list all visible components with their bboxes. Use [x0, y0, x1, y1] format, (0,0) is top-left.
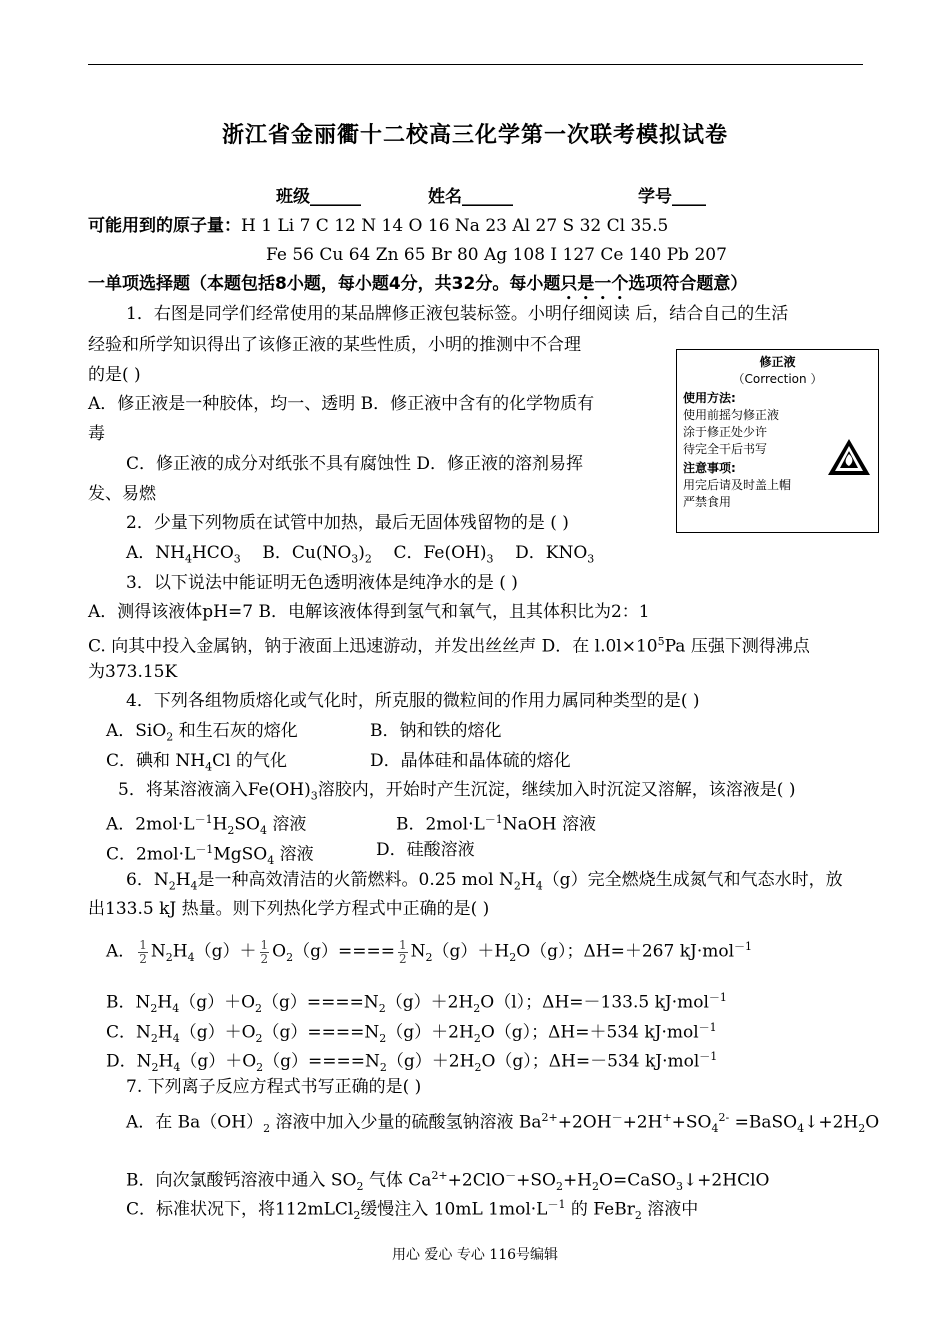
q5-option-d: D．硅酸溶液: [376, 840, 475, 860]
q6-option-a: A． $\frac{1}{2}$ $N_2H_4(g)+$ $\frac{1}{2}$ $O_2(g)====$ $\frac{1}{2}$ $N_2(g)+H_2O(g)$；ΔH=＋267 kJ·mol$^{-1}$: [106, 937, 753, 966]
fraction: $\frac{1}{2}$: [139, 937, 147, 966]
q5-option-b: B．$2mol\cdot L^{-1}NaOH$ 溶液: [396, 813, 596, 835]
q6-line-2: 出133.5 kJ 热量。则下列热化学方程式中正确的是( ): [88, 899, 490, 919]
q7-stem: 7. 下列离子反应方程式书写正确的是( ): [126, 1077, 422, 1097]
q3-stem: 3．以下说法中能证明无色透明液体是纯净水的是 ( ): [126, 573, 518, 593]
usage-line: 使用前摇匀修正液: [683, 408, 780, 422]
atomic-masses-1: H 1 Li 7 C 12 N 14 O 16 Na 23 Al 27 S 32 Cl 35.5: [241, 216, 669, 236]
q4-option-c: C．碘和 $NH_4Cl$ 的气化: [106, 751, 287, 774]
q1-line-1: 1．右图是同学们经常使用的某品牌修正液包装标签。小明仔细阅读 后，结合自己的生活: [126, 304, 789, 324]
q4-stem: 4．下列各组物质熔化或气化时，所克服的微粒间的作用力属同种类型的是( ): [126, 691, 700, 711]
atomic-mass-label: 可能用到的原子量：: [88, 216, 241, 236]
notes-heading: 注意事项:: [683, 461, 736, 475]
page-footer: 用心 爱心 专心 116号编辑: [391, 1247, 559, 1263]
section-heading: 一单项选择题（本题包括8小题，每小题4分，共32分。每小题只是一个选项符合题意）: [88, 274, 748, 294]
q6-option-c: C．$N_2H_4(g)+O_2(g)====N_2(g)+2H_2O(g)$；ΔH=＋534 kJ·mol$^{-1}$: [106, 1021, 717, 1046]
q1-option-d-cont: 发、易燃: [88, 484, 156, 504]
q7-option-a: A．在 $Ba(OH)_2$ 溶液中加入少量的硫酸氢钠溶液 $Ba^{2+}+2OH^-+2H^++SO_4^{2-}$ $=BaSO_4↓+2H_2O$: [126, 1111, 880, 1136]
notes-line: 严禁食用: [683, 495, 732, 509]
usage-line: 涂于修正处少许: [683, 425, 768, 439]
q1-option-ab: A．修正液是一种胶体，均一、透明 B．修正液中含有的化学物质有: [88, 394, 595, 414]
q7-option-c: C．标准状况下，将112mLCl$_2$缓慢注入 10mL $1mol\cdot L^{-1}$ 的 FeBr$_2$ 溶液中: [126, 1198, 699, 1223]
name-label: 姓名______: [428, 187, 513, 207]
q3-option-ab: A．测得该液体pH=7 B．电解该液体得到氢气和氧气，且其体积比为2：1: [88, 602, 650, 622]
q5-option-c: C．$2mol\cdot L^{-1}MgSO_4$ 溶液: [106, 843, 314, 868]
q1-option-b-cont: 毒: [88, 424, 105, 444]
q4-option-b: B．钠和铁的熔化: [370, 721, 502, 741]
q3-option-cd: C. 向其中投入金属钠，钠于液面上迅速游动，并发出丝丝声 D．在 $l.0l\times 10^5Pa$ 压强下测得沸点: [88, 635, 810, 657]
q6-option-b: B．$N_2H_4(g)+O_2(g)====N_2(g)+2H_2O(l)$；ΔH=－133.5 kJ·mol$^{-1}$: [106, 991, 727, 1016]
q1-line-3: 的是( ): [88, 365, 141, 385]
id-label: 学号____: [638, 187, 706, 207]
fraction: $\frac{1}{2}$: [260, 937, 269, 966]
q4-option-a: A．SiO$_2$ 和生石灰的熔化: [106, 721, 298, 744]
q6-line-1: 6．$N_2H_4$是一种高效清洁的火箭燃料。0.25 mol $N_2H_4(g)$完全燃烧生成氮气和气态水时，放: [126, 870, 843, 893]
usage-line: 待完全干后书写: [683, 442, 768, 456]
class-label: 班级______: [276, 187, 361, 207]
q4-option-d: D．晶体硅和晶体硫的熔化: [370, 751, 571, 771]
page-title: 浙江省金丽衢十二校高三化学第一次联考模拟试卷: [221, 123, 728, 148]
notes-line: 用完后请及时盖上帽: [683, 478, 792, 492]
q1-line-2: 经验和所学知识得出了该修正液的某些性质，小明的推测中不合理: [88, 335, 581, 355]
q3-option-d-cont: 为373.15K: [88, 662, 178, 682]
fraction: $\frac{1}{2}$: [398, 937, 407, 966]
label-title: 修正液: [759, 355, 796, 369]
q6-option-d: D．$N_2H_4(g)+O_2(g)====N_2(g)+2H_2O(g)$；ΔH=－534 kJ·mol$^{-1}$: [106, 1050, 718, 1075]
q2-options: A．$NH_4HCO_3$ B．$Cu(NO_3)_2$ C．$Fe(OH)_3$ D．$KNO_3$: [126, 543, 595, 566]
flammable-hazard-icon: [826, 437, 872, 477]
q2-stem: 2．少量下列物质在试管中加热，最后无固体残留物的是 ( ): [126, 513, 569, 533]
q5-stem: 5．将某溶液滴入$Fe(OH)_3$溶胶内，开始时产生沉淀，继续加入时沉淀又溶解，该溶液是( ): [118, 780, 796, 803]
label-subtitle: （Correction ）: [732, 372, 823, 386]
q5-option-a: A．$2mol\cdot L^{-1}H_2SO_4$ 溶液: [106, 813, 307, 838]
emphasis-text: 只是一个: [560, 274, 629, 294]
top-rule: [88, 64, 863, 65]
atomic-masses-2: Fe 56 Cu 64 Zn 65 Br 80 Ag 108 I 127 Ce 140 Pb 207: [266, 245, 727, 265]
usage-heading: 使用方法:: [683, 391, 736, 405]
q7-option-b: B．向次氯酸钙溶液中通入 $SO_2$ 气体 $Ca^{2+}+2ClO^-+SO_2+H_2O=CaSO_3↓+2HClO$: [126, 1169, 770, 1194]
q1-option-cd: C．修正液的成分对纸张不具有腐蚀性 D．修正液的溶剂易挥: [126, 454, 584, 474]
atomic-mass-line-1: [88, 215, 668, 237]
